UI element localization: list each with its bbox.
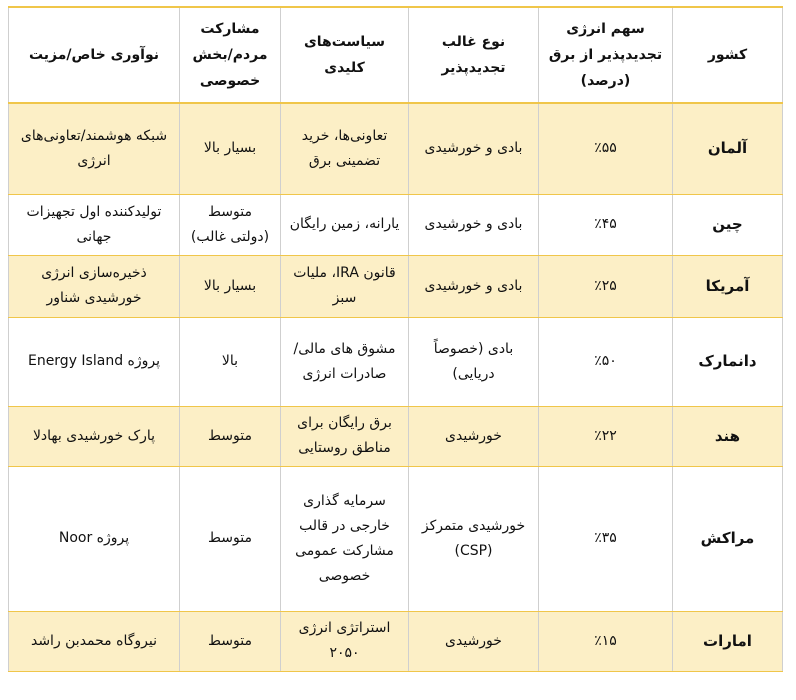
cell-country: چین (673, 194, 783, 255)
cell-participation: متوسط (180, 466, 281, 611)
cell-participation: متوسط (180, 611, 281, 671)
cell-share: ٪۵۰ (539, 317, 673, 406)
renewable-energy-comparison-table (8, 6, 783, 672)
cell-participation: متوسط (180, 406, 281, 466)
cell-type: خورشیدی (409, 611, 539, 671)
cell-country: امارات (673, 611, 783, 671)
cell-policy: برق رایگان برای مناطق روستایی (281, 406, 409, 466)
table-body (9, 103, 783, 671)
table-row (9, 611, 783, 671)
cell-type: بادی و خورشیدی (409, 194, 539, 255)
cell-innovation: پارک خورشیدی بهادلا (9, 406, 180, 466)
table-row (9, 466, 783, 611)
cell-country: مراکش (673, 466, 783, 611)
cell-type: خورشیدی (409, 406, 539, 466)
cell-country: دانمارک (673, 317, 783, 406)
table-row (9, 317, 783, 406)
cell-policy: یارانه، زمین رایگان (281, 194, 409, 255)
table-row (9, 255, 783, 317)
cell-policy: مشوق های مالی/صادرات انرژی (281, 317, 409, 406)
cell-participation: بالا (180, 317, 281, 406)
header-share: سهم انرژی تجدیدپذیر از برق (درصد) (539, 7, 673, 103)
header-innovation: نوآوری خاص/مزیت (9, 7, 180, 103)
cell-share: ٪۲۵ (539, 255, 673, 317)
table-row (9, 194, 783, 255)
header-row (9, 7, 783, 103)
cell-share: ٪۵۵ (539, 103, 673, 194)
cell-innovation: نیروگاه محمدبن راشد (9, 611, 180, 671)
cell-participation: بسیار بالا (180, 103, 281, 194)
cell-type: خورشیدی متمرکز (CSP) (409, 466, 539, 611)
cell-participation: متوسط (دولتی غالب) (180, 194, 281, 255)
cell-innovation: پروژه Energy Island (9, 317, 180, 406)
cell-participation: بسیار بالا (180, 255, 281, 317)
table-header (9, 7, 783, 103)
header-policy: سیاست‌های کلیدی (281, 7, 409, 103)
cell-policy: سرمایه گذاری خارجی در قالب مشارکت عمومی خصوصی (281, 466, 409, 611)
cell-country: هند (673, 406, 783, 466)
header-country: کشور (673, 7, 783, 103)
cell-type: بادی و خورشیدی (409, 103, 539, 194)
header-type: نوع غالب تجدیدپذیر (409, 7, 539, 103)
table-row (9, 406, 783, 466)
table-row (9, 103, 783, 194)
cell-innovation: ذخیره‌سازی انرژی خورشیدی شناور (9, 255, 180, 317)
header-participation: مشارکت مردم/بخش خصوصی (180, 7, 281, 103)
cell-type: بادی و خورشیدی (409, 255, 539, 317)
cell-share: ٪۱۵ (539, 611, 673, 671)
cell-share: ٪۳۵ (539, 466, 673, 611)
cell-share: ٪۴۵ (539, 194, 673, 255)
cell-innovation: شبکه هوشمند/تعاونی‌های انرژی (9, 103, 180, 194)
cell-innovation: تولیدکننده اول تجهیزات جهانی (9, 194, 180, 255)
cell-type: بادی (خصوصاً دریایی) (409, 317, 539, 406)
cell-country: آمریکا (673, 255, 783, 317)
cell-share: ٪۲۲ (539, 406, 673, 466)
cell-policy: استراتژی انرژی ۲۰۵۰ (281, 611, 409, 671)
cell-policy: تعاونی‌ها، خرید تضمینی برق (281, 103, 409, 194)
cell-country: آلمان (673, 103, 783, 194)
cell-innovation: پروژه Noor (9, 466, 180, 611)
cell-policy: قانون IRA، ملیات سبز (281, 255, 409, 317)
